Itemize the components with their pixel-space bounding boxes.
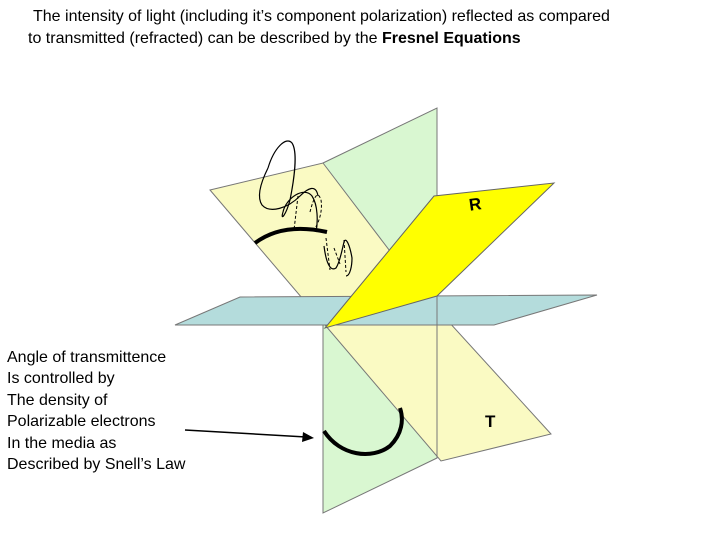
fresnel-equations-text: Fresnel Equations — [381, 30, 521, 47]
caption-line: Is controlled by — [7, 370, 115, 388]
title-line-2-text: to transmitted (refracted) can be described by the — [28, 30, 382, 47]
title-line-1: The intensity of light (including it’s component polarization) reflected as compared — [33, 8, 610, 25]
caption-line: Described by Snell’s Law — [7, 456, 186, 474]
caption-line: In the media as — [7, 434, 117, 452]
caption-line: Polarizable electrons — [7, 413, 156, 431]
caption — [7, 347, 185, 475]
caption-pointer-line — [185, 430, 306, 437]
caption-pointer-arrowhead — [302, 432, 314, 442]
caption-line: The density of — [7, 391, 108, 409]
caption-line: Angle of transmittence — [7, 349, 167, 366]
reflected-label: R — [467, 194, 483, 215]
transmitted-label: T — [485, 412, 496, 431]
